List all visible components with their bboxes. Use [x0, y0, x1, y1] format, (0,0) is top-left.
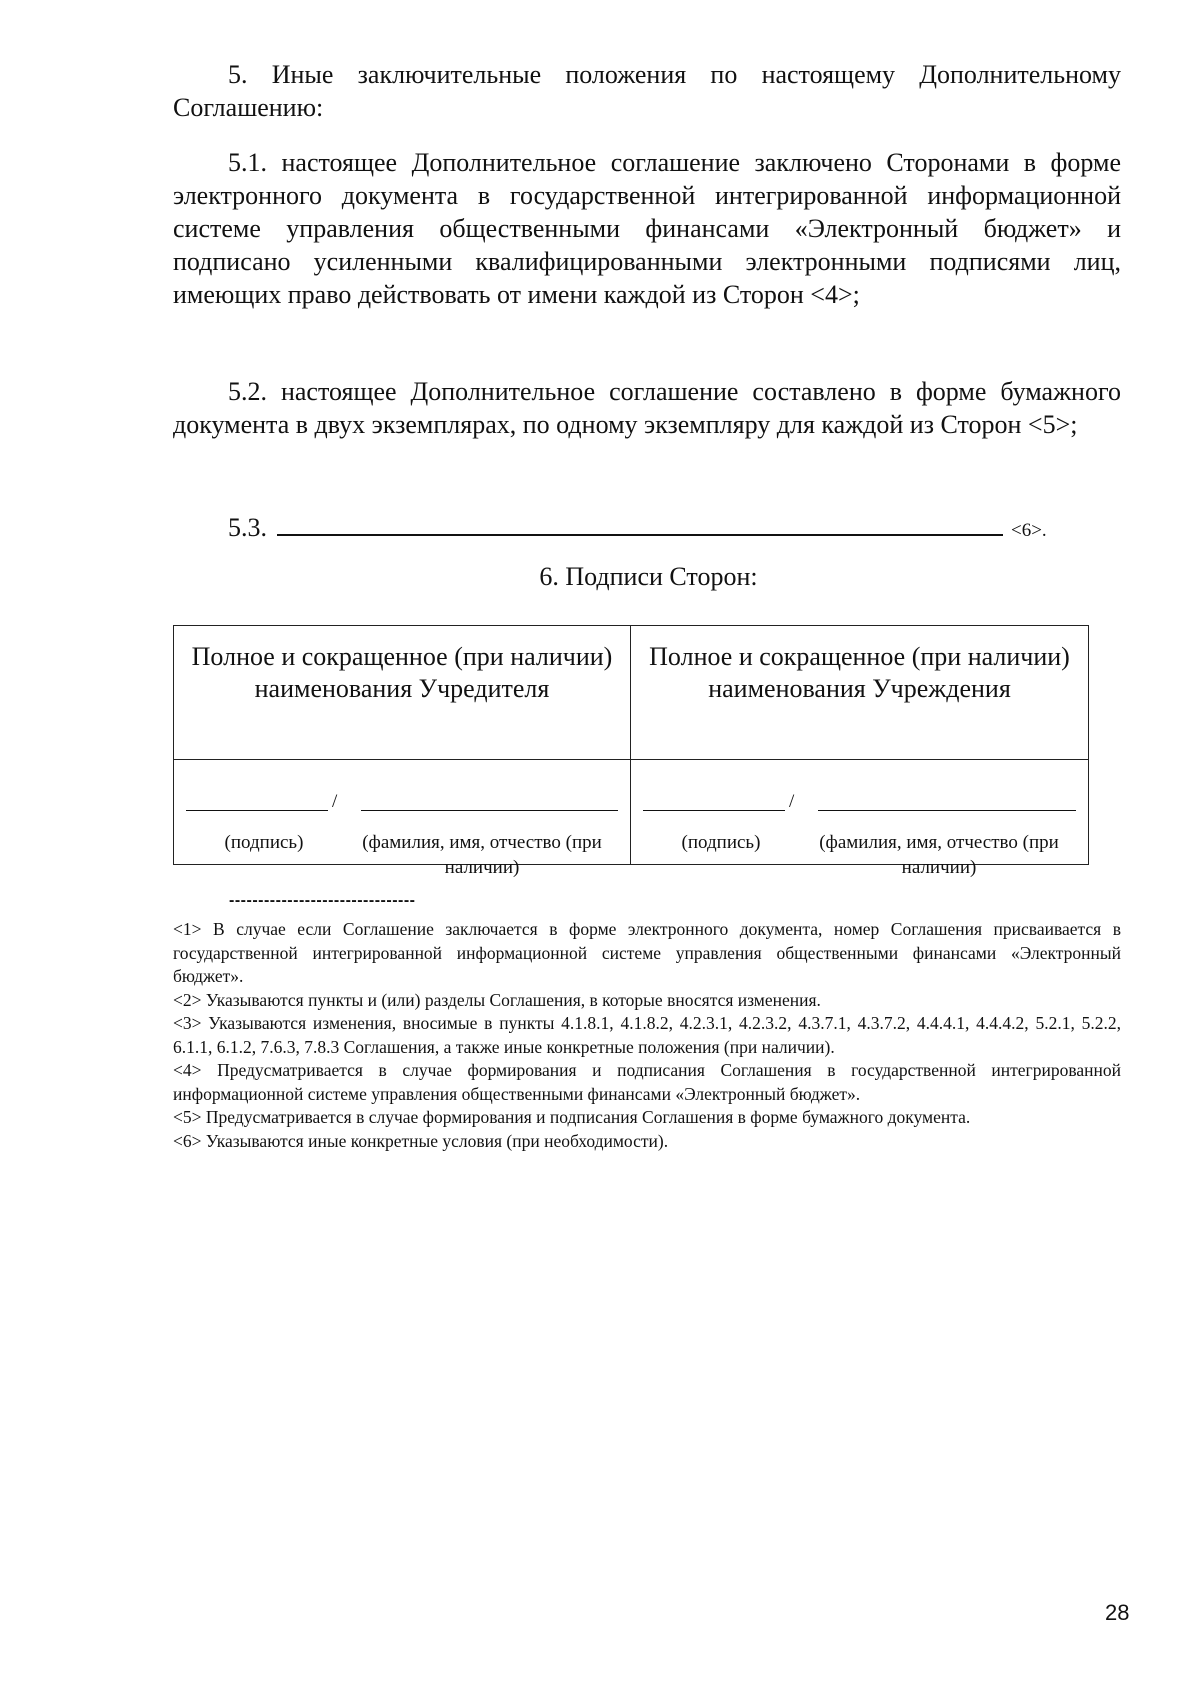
signature-slash: / [789, 791, 795, 812]
item-5-2: 5.2. настоящее Дополнительное соглашение составлено в форме бумажного документа в двух экземплярах, по одному экземпляру для каждой из Сторон <5>; [173, 377, 1121, 439]
institution-signature-caption: (подпись) [681, 832, 761, 853]
item-5-3-blank-line [277, 506, 1003, 536]
institution-header: Полное и сокращенное (при наличии) наименования Учреждения [631, 626, 1089, 760]
footnotes [173, 918, 1121, 1153]
footnote: <3> Указываются изменения, вносимые в пункты 4.1.8.1, 4.1.8.2, 4.2.3.1, 4.2.3.2, 4.3.7.1, 4.3.7.2, 4.4.4.1, 4.4.4.2, 5.2.1, 5.2.2, 6.1.1, 6.1.2, 7.6.3, 7.8.3 Соглашения, а также иные конкретные положения (при наличии). [173, 1013, 1121, 1057]
institution-signature-line [643, 788, 785, 811]
signatures-title: 6. Подписи Сторон: [539, 562, 758, 591]
item-5-3 [228, 506, 1128, 547]
founder-signature-line [186, 788, 328, 811]
footnote: <6> Указываются иные конкретные условия (при необходимости). [173, 1130, 669, 1151]
founder-name-caption: (фамилия, имя, отчество (при наличии) [362, 832, 602, 878]
footnote: <1> В случае если Соглашение заключается в форме электронного документа, номер Соглашения присваивается в государственной интегрированной информационной системе управления общественными финансами «Электронный бюджет». [173, 919, 1121, 986]
page-number: 28 [1105, 1600, 1130, 1625]
signature-slash: / [332, 791, 338, 812]
founder-header: Полное и сокращенное (при наличии) наименования Учредителя [174, 626, 631, 760]
item-5-3-footnote-ref: <6>. [1011, 520, 1047, 541]
founder-signature-cell [174, 760, 631, 878]
founder-name-line [361, 788, 618, 811]
signatures-table [173, 625, 1089, 878]
institution-name-caption: (фамилия, имя, отчество (при наличии) [819, 832, 1059, 878]
institution-name-line [818, 788, 1076, 811]
institution-signature-cell [631, 760, 1089, 878]
footnote: <4> Предусматривается в случае формирования и подписания Соглашения в государственной интегрированной информационной системе управления общественными финансами «Электронный бюджет». [173, 1060, 1121, 1104]
item-5-3-number: 5.3. [228, 513, 267, 542]
footnote: <5> Предусматривается в случае формирования и подписания Соглашения в форме бумажного документа. [173, 1107, 971, 1127]
section-5-intro: 5. Иные заключительные положения по настоящему Дополнительному Соглашению: [173, 60, 1121, 122]
founder-signature-caption: (подпись) [224, 832, 304, 853]
footnote: <2> Указываются пункты и (или) разделы Соглашения, в которые вносятся изменения. [173, 989, 821, 1010]
footnote-separator: -------------------------------- [229, 892, 416, 909]
item-5-1: 5.1. настоящее Дополнительное соглашение заключено Сторонами в форме электронного документа в государственной интегрированной информационной системе управления общественными финансами «Электронный бюджет» и подписано усиленными квалифицированными электронными подписями лиц, имеющих право действовать от имени каждой из Сторон <4>; [173, 148, 1121, 309]
